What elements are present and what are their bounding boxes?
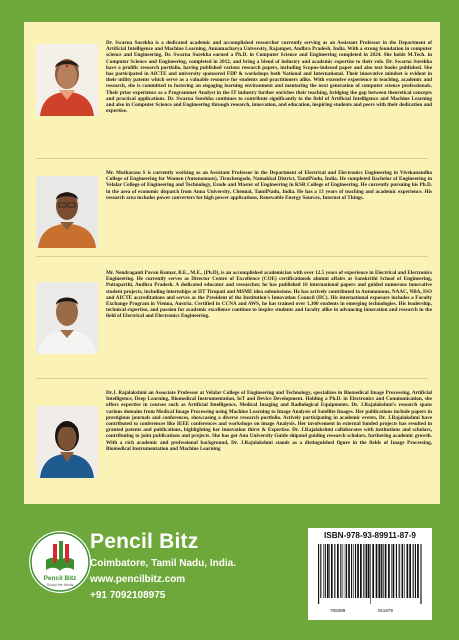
divider — [36, 158, 428, 159]
logo-tagline: Sculpt the Minds — [46, 583, 74, 587]
barcode-bar — [402, 544, 403, 598]
author-bios-panel — [24, 22, 440, 504]
bio-text: Dr. Swarna Surekha is a dedicated academic and accomplished researcher currently serving as an Assistant Professor in the Department of Artificial Intelligence and Machine Learning, Annamacharya University, Rajampet, Andhra Pradesh, India. With a strong foundation in computer science and Engineering, Dr. Swarna Surekha earned a Ph.D. in Computer Science and Engineering completed in 2024. She holds M.Tech. in Computer Science and Engineering, completed in 2012, and bring a blend of industry and academic expertise to their role. Dr. Swarna Surekha have a prolific research portfolio, having published various research papers, including Scopus-indexed paper and also text books published. She has participated in AICTE and university sponsored FDP & workshops both National and International. Their innovative mindset is evident in their utility patents which serve as a valuable resource for students and practitioners alike. With extensive experience in teaching, academic and research, she is committed to fostering an engaging learning environment and mentoring the next generation of computer science professionals. Their prior experience as a Programmer Analyst in the IT industry further enriches their teaching, bridging the gap between theoretical concepts and practical applications. Dr. Swarna Surekha continues to contribute significantly to the field of Artificial Intelligence and Machine Learning and also in Computer Science and Engineering through research, innovation, and education, inspiring students and peers with their dedication and expertise. — [106, 40, 432, 115]
barcode-bar — [391, 544, 392, 598]
bio-text: Mr. Nendraganti Pavan Kumar, B.E., M.E., (Ph.D), is an accomplished academician with over 12.5 years of experience in Electrical and Electronics Engineering. He currently serves as Director Centre of Excellence (COE) certificationsk alumni affairs at Sanskrithi School of Engineering, Puttaparthi, Andhra Pradesh. A dedicated educator and researcher, he has published 16 international papers and guided numerous innovative student projects, including internships at IIT Tirupati and MSME idea submissions. He has actively contributed to Autonomous, NAAC, NBA, ISO and AICTE accreditations and serves as the President of the Institution's Innovation Council (IIC). His international exposure includes a Faculty Exchange Program in Vienna, Austria. Certified in CCNA and AWS, he has trained over 1,300 students in emerging technologies. His leadership, technical expertise, and passion for academic excellence continue to inspire students and faculty alike in advancing innovation and research in the field of Electrical and Electronics Engineering. — [106, 270, 432, 320]
author-photo-2 — [36, 176, 98, 248]
man-portrait-icon — [36, 176, 98, 248]
barcode-bar — [366, 544, 368, 598]
author-photo-4 — [36, 406, 98, 478]
barcode-bar — [376, 544, 378, 598]
barcode-bar — [345, 544, 346, 598]
pencil-book-icon — [28, 530, 92, 594]
barcode-bar — [327, 544, 329, 598]
barcode-bar — [396, 544, 397, 598]
woman-portrait-icon — [36, 406, 98, 478]
barcode-bar — [318, 544, 319, 604]
barcode-bar — [415, 544, 416, 598]
publisher-website[interactable]: www.pencilbitz.com — [90, 574, 186, 585]
barcode-bar — [407, 544, 409, 598]
man-portrait-icon — [36, 282, 98, 354]
barcode-bar — [399, 544, 400, 598]
barcode-bar — [388, 544, 390, 598]
publisher-name: Pencil Bitz — [90, 530, 199, 553]
barcode-bar — [353, 544, 354, 598]
barcode-bar — [420, 544, 421, 604]
barcode-bar — [355, 544, 356, 598]
barcode-bar — [331, 544, 333, 598]
barcode-bar — [409, 544, 411, 598]
barcode-icon — [316, 544, 424, 604]
barcode-bar — [370, 544, 371, 604]
barcode-bar — [343, 544, 344, 598]
barcode-bar — [334, 544, 335, 598]
barcode-bar — [413, 544, 414, 598]
divider — [36, 256, 428, 257]
author-photo-1 — [36, 44, 98, 116]
barcode-bar — [378, 544, 380, 598]
barcode-digits-right: 911879 — [378, 608, 393, 613]
barcode-bar — [401, 544, 402, 598]
barcode-bar — [404, 544, 405, 598]
barcode-bar — [337, 544, 339, 598]
barcode-bar — [372, 544, 374, 598]
isbn-label: ISBN-978-93-89911-87-9 — [324, 531, 416, 540]
bio-text: Mr. Mutharasu S is currently working as an Assistant Professor in the Department of Electrical and Electronics Engineering in Vivekanandha College of Engineering for Women (Autonomous), Tiruchengode, Namakkal District, TamilNadu, India. He completed Bachelor of Engineering in Velalar College of Engineering and Technology, Erode and Master of Engineering in KSR College of Engineering. He currently pursuing his Ph.D. in the area of economic dispatch from Anna University, Chennai, TamilNadu, India. He has a 13 years of teaching and academic experience. His research area includes power converters for high power applications, Renewable Energy Sources, Internet of Things. — [106, 170, 432, 201]
barcode-bar — [393, 544, 395, 598]
barcode-bar — [383, 544, 384, 598]
publisher-location: Coimbatore, Tamil Nadu, India. — [90, 558, 236, 569]
barcode-bar — [363, 544, 364, 598]
barcode-bar — [385, 544, 387, 598]
isbn-barcode-box — [308, 528, 432, 620]
barcode-bar — [381, 544, 382, 598]
barcode-bar — [351, 544, 352, 598]
barcode-bar — [348, 544, 350, 598]
barcode-bar — [340, 544, 341, 598]
bio-text: Dr.J. Rajalakshmi an Associate Professor at Velalar College of Engineering and Technology, specializes in Biomedical Image Processing, Artificial Intelligence, Deep Learning, Biomedical Instrumentation, IoT and Device Development. Holding a Ph.D. in Electronics and Communication, she offers expertise in courses such as Artificial Intelligence, Medical Imaging and Radiological Equipments. Dr. J.Rajalakshmi's research spans various domains from Medical Image Processing using Machine Learning to Image Analysis of Satellite Images. Her publications include papers in prestigious journals and conferences, showcasing a diverse research portfolio. Actively participating in academic events, Dr. J.Rajalakshmi have contributed to conferences like IEEE conferences and workshops on image Analysis. Her involvement in external funded projects has resulted in granted patents and publications, highlighting her innovation thirst & Expertise. Dr. J.Rajalakshmi collaborates with institutions and scholars, contributing to joint publications and projects. She has got Anu University Guide shipand guiding research scholars, furthering academic growth. With a rich academic and professional background, Dr. J.Rajalakshmi stands as a distinguished figure in the fields of Image Processing, Biomedical Instrumentation and Machine Learning — [106, 390, 432, 452]
barcode-bar — [320, 544, 321, 598]
author-photo-3 — [36, 282, 98, 354]
pencil-book-logo — [28, 530, 92, 594]
publisher-footer — [0, 512, 459, 640]
barcode-bar — [360, 544, 362, 598]
barcode-bar — [325, 544, 326, 598]
barcode-bar — [417, 544, 419, 598]
barcode-bar — [357, 544, 359, 598]
barcode-digits-left: 789389 — [330, 608, 346, 613]
logo-text: Pencil Bitz — [43, 575, 77, 582]
barcode-bar — [323, 544, 324, 598]
barcode-bar — [346, 544, 347, 598]
barcode-bar — [368, 544, 370, 598]
barcode-bar — [329, 544, 330, 598]
publisher-phone: +91 7092108975 — [90, 590, 166, 601]
divider — [36, 378, 428, 379]
woman-portrait-icon — [36, 44, 98, 116]
